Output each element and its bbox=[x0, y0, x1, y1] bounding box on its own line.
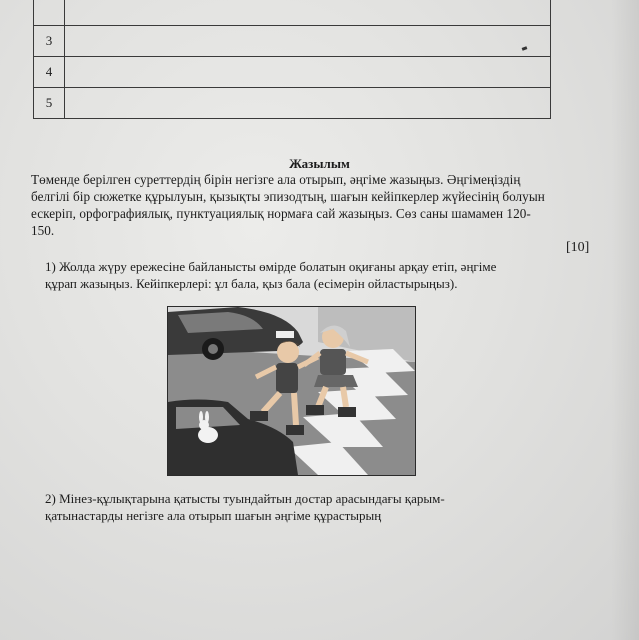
instruction-line: 150. bbox=[31, 223, 55, 238]
section-title: Жазылым bbox=[289, 156, 350, 171]
table-row bbox=[34, 0, 551, 26]
question-line: қатынастарды негізге ала отырып шағын әңгіме құрастырың bbox=[45, 508, 382, 523]
table-row bbox=[34, 57, 551, 88]
answer-cell[interactable] bbox=[65, 26, 551, 57]
question-line: құрап жазыңыз. Кейіпкерлері: ұл бала, қыз бала (есімерін ойластырыңыз). bbox=[45, 276, 458, 291]
question-1 bbox=[45, 258, 565, 292]
question-line: 2) Мінез-құлықтарына қатысты туындайтын достар арасындағы қарым- bbox=[45, 491, 445, 506]
children-rollerskating-crosswalk-illustration bbox=[168, 307, 415, 475]
question-line: 1) Жолда жүру ережесіне байланысты өмірде болатын оқиғаны арқау етіп, әңгіме bbox=[45, 259, 497, 274]
table-row bbox=[34, 88, 551, 119]
answer-cell[interactable] bbox=[65, 57, 551, 88]
instruction-line: Төменде берілген суреттердің бірін негізге ала отырып, әңгіме жазыңыз. Әңгімеңіздің bbox=[31, 172, 521, 187]
row-number: 5 bbox=[34, 88, 65, 119]
instruction-line: ескеріп, орфографиялық, пунктуациялық нормаға сай жазыңыз. Сөз саны шамамен 120- bbox=[31, 206, 531, 221]
table-row bbox=[34, 26, 551, 57]
row-number: 4 bbox=[34, 57, 65, 88]
question-2 bbox=[45, 490, 565, 524]
answer-table bbox=[33, 0, 551, 119]
row-number: 3 bbox=[34, 26, 65, 57]
marks-label: [10] bbox=[566, 240, 590, 255]
instruction-paragraph bbox=[31, 171, 606, 239]
crosswalk-illustration bbox=[167, 306, 416, 476]
instruction-line: белгілі бір сюжетке құрылуын, қызықты эпизодтың, шағын кейіпкерлер жүйесінің болуын bbox=[31, 189, 545, 204]
answer-cell[interactable] bbox=[65, 88, 551, 119]
page-shadow bbox=[611, 0, 639, 640]
